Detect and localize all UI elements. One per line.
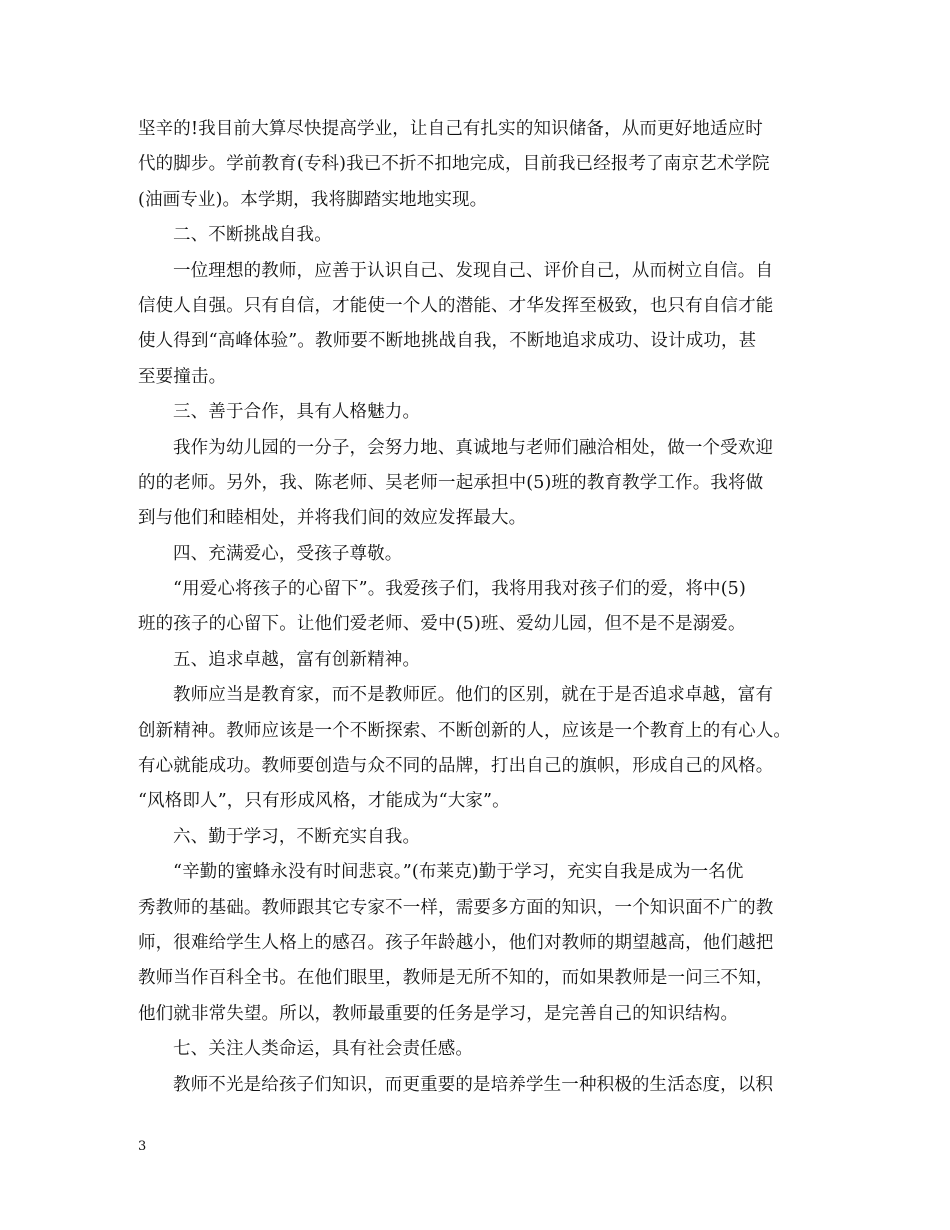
section-heading: 六、勤于学习，不断充实自我。 <box>173 826 421 847</box>
text-line: 一位理想的教师，应善于认识自己、发现自己、评价自己，从而树立自信。自 <box>173 260 774 281</box>
text-line: “风格即人”，只有形成风格，才能成为“大家”。 <box>138 791 510 812</box>
body-text <box>138 112 818 1103</box>
section-heading: 二、不断挑战自我。 <box>173 225 332 246</box>
text-line: 教师不光是给孩子们知识，而更重要的是培养学生一种积极的生活态度，以积 <box>173 1074 774 1095</box>
text-line: 使人得到“高峰体验”。教师要不断地挑战自我，不断地追求成功、设计成功，甚 <box>138 331 757 352</box>
text-line: 的的老师。另外，我、陈老师、吴老师一起承担中(5)班的教育教学工作。我将做 <box>138 472 764 493</box>
text-line: 代的脚步。学前教育(专科)我已不折不扣地完成，目前我已经报考了南京艺术学院 <box>138 154 770 175</box>
text-line: 信使人自强。只有自信，才能使一个人的潜能、才华发挥至极致，也只有自信才能 <box>138 295 774 316</box>
text-line: 他们就非常失望。所以，教师最重要的任务是学习，是完善自己的知识结构。 <box>138 1003 739 1024</box>
text-line: 至要撞击。 <box>138 366 227 387</box>
text-line: 到与他们和睦相处，并将我们间的效应发挥最大。 <box>138 508 527 529</box>
section-heading: 三、善于合作，具有人格魅力。 <box>173 402 421 423</box>
page-number: 3 <box>138 1139 147 1154</box>
text-line: (油画专业)。本学期，我将脚踏实地地实现。 <box>138 189 488 210</box>
text-line: 我作为幼儿园的一分子，会努力地、真诚地与老师们融洽相处，做一个受欢迎 <box>173 437 774 458</box>
section-heading: 四、充满爱心，受孩子尊敬。 <box>173 543 403 564</box>
text-line: “用爱心将孩子的心留下”。我爱孩子们，我将用我对孩子们的爱，将中(5) <box>173 579 746 600</box>
section-heading: 七、关注人类命运，具有社会责任感。 <box>173 1039 474 1060</box>
text-line: 秀教师的基础。教师跟其它专家不一样，需要多方面的知识，一个知识面不广的教 <box>138 897 774 918</box>
text-line: 坚辛的!我目前大算尽快提高学业，让自己有扎实的知识储备，从而更好地适应时 <box>138 119 763 139</box>
text-line: 创新精神。教师应该是一个不断探索、不断创新的人，应该是一个教育上的有心人。 <box>138 720 792 741</box>
text-line: 教师当作百科全书。在他们眼里，教师是无所不知的，而如果教师是一问三不知， <box>138 968 774 989</box>
text-line: 教师应当是教育家，而不是教师匠。他们的区别，就在于是否追求卓越，富有 <box>173 685 774 706</box>
text-line: 班的孩子的心留下。让他们爱老师、爱中(5)班、爱幼儿园，但不是不是溺爱。 <box>138 614 746 635</box>
text-line: 有心就能成功。教师要创造与众不同的品牌，打出自己的旗帜，形成自己的风格。 <box>138 756 774 777</box>
text-line: 师，很难给学生人格上的感召。孩子年龄越小，他们对教师的期望越高，他们越把 <box>138 932 774 953</box>
section-heading: 五、追求卓越，富有创新精神。 <box>173 649 421 670</box>
text-line: “辛勤的蜜蜂永没有时间悲哀。”(布莱克)勤于学习，充实自我是成为一名优 <box>173 862 744 883</box>
